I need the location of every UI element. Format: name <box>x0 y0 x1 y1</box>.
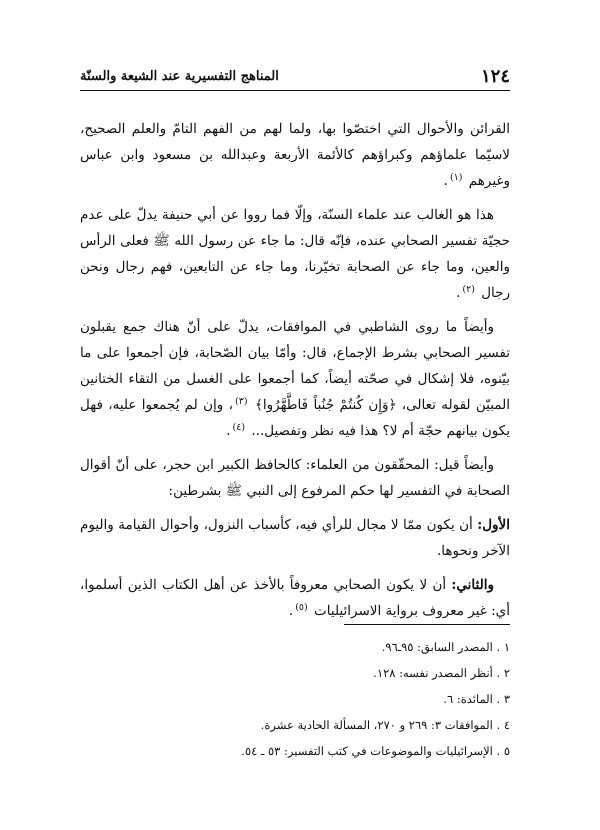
footnote-4: ٤ . الموافقات ٣: ٢٦٩ و ٢٧٠، المسألة الحادية عشرة. <box>260 718 510 732</box>
footnote-ref-2[interactable]: (٢) <box>462 283 475 295</box>
paragraph-5: الأول: أن يكون ممّا لا مجال للرأي فيه، كأسباب النزول، وأحوال القيامة واليوم الآخر ونحوها. <box>80 517 510 559</box>
footnote-3: ٣ . المائدة: ٦. <box>443 692 510 706</box>
paragraph-1: القرائن والأحوال التي اختصّوا بها، ولما لهم من الفهم التامّ والعلم الصحيح، لاسيّما علماؤهم وكبراؤهم كالأئمة الأربعة وعبدالله بن مسعود وابن عباس وغيرهم $^{(١)}$. <box>80 121 510 189</box>
footnote-ref-5[interactable]: (٥) <box>295 601 308 613</box>
page-number: ١٢٤ <box>480 66 510 87</box>
condition-first-label: الأول: <box>477 517 510 533</box>
footnote-ref-3[interactable]: (٣) <box>235 395 248 407</box>
footnote-2: ٢ . أنظر المصدر نفسه: ١٢٨. <box>373 666 510 680</box>
footnote-ref-1[interactable]: (١) <box>449 171 463 183</box>
paragraph-6: والثاني: أن لا يكون الصحابي معروفاً بالأخذ عن أهل الكتاب الذين أسلموا، أي: غير معروف برواية الاسرائيليات $^{(٥)}$. <box>80 577 510 619</box>
running-head <box>80 64 510 88</box>
paragraph-3: وأيضاً ما روى الشاطبي في الموافقات، يدلّ على أنّ هناك جمع يقبلون تفسير الصحابي بشرط الإجماع، قال: وأمّا بيان الصّحابة، فإن أجمعوا على ما بيّنوه، فلا إشكال في صحّته أيضاً، كما أجمعوا على الغسل من التقاء الختانين المبيّن لقوله تعالى، ﴿وَإِن كُنتُمْ جُنُباً فَاطَّهَّرُوا﴾ $^{(٣)}$، وإن لم يُجمعوا عليه، فهل يكون بيانهم حجّة أم لا؟ هذا فيه نظر وتفصيل... $^{(٤)}$. <box>80 319 510 439</box>
footnote-ref-4[interactable]: (٤) <box>232 421 246 433</box>
header-rule <box>80 90 510 91</box>
paragraph-2: هذا هو الغالب عند علماء السنّة، وإلّا فما رووا عن أبي حنيفة يدلّ على عدم حجيّة تفسير الصحابي عنده، فإنّه قال: ما جاء عن رسول الله ﷺ فعلى الرأس والعين، وما جاء عن الصحابة تخيّرنا، وما جاء عن التابعين، فهم رجال ونحن رجال $^{(٢)}$. <box>80 207 510 301</box>
body-text <box>80 116 510 632</box>
footnote-1: ١ . المصدر السابق: ٩٥ـ٩٦. <box>381 640 510 654</box>
condition-second-label: والثاني: <box>451 577 494 593</box>
footnotes <box>80 634 510 764</box>
footnote-5: ٥ . الإسرائيليات والموضوعات في كتب التفسير: ٥٣ ـ ٥٤. <box>241 744 510 758</box>
paragraph-4: وأيضاً قيل: المحقّقون من العلماء: كالحافظ الكبير ابن حجر، على أنّ أقوال الصحابة في التفسير لها حكم المرفوع إلى النبي ﷺ بشرطين: <box>80 457 510 499</box>
footnote-rule <box>344 624 510 625</box>
book-title: المناهج التفسيرية عند الشيعة والسنّة <box>80 69 279 84</box>
